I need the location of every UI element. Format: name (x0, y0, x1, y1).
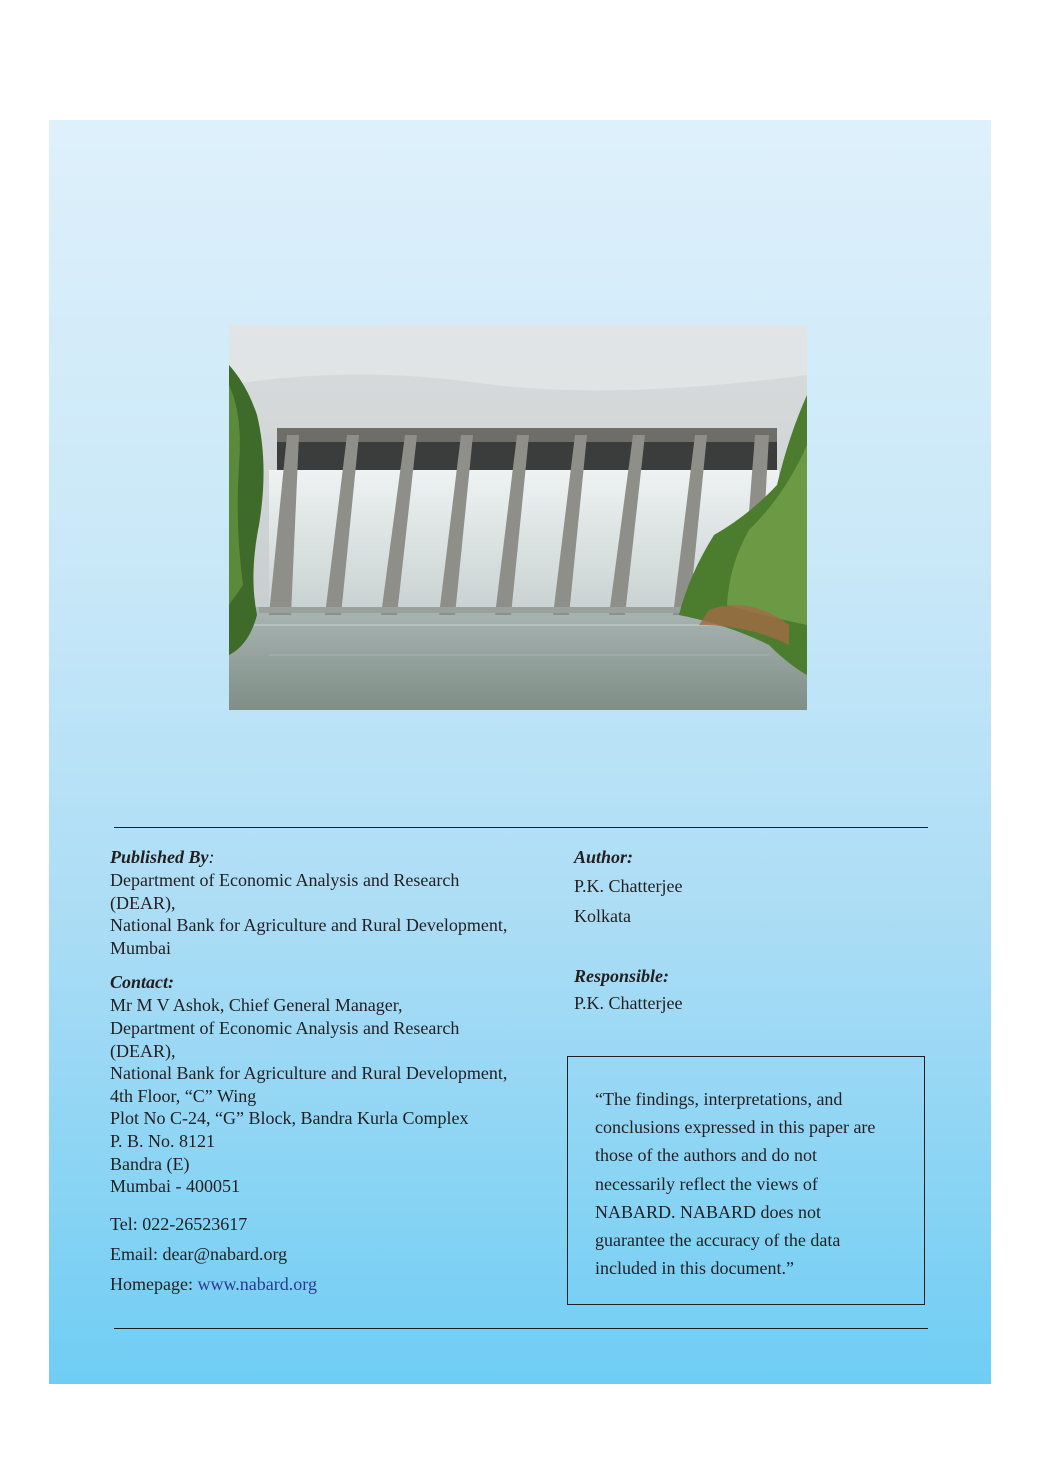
published-by-heading: Published By: (110, 847, 215, 867)
homepage-label: Homepage: (110, 1273, 198, 1294)
disclaimer-line: necessarily reflect the views of (595, 1173, 818, 1194)
disclaimer-line: “The findings, interpretations, and (595, 1089, 843, 1109)
publisher-line: Mumbai (110, 937, 171, 958)
publisher-contact-column (110, 846, 555, 1299)
author-place: Kolkata (574, 906, 631, 926)
publisher-line: (DEAR), (110, 892, 176, 913)
disclaimer-line: those of the authors and do not (595, 1145, 817, 1166)
author-column (574, 846, 934, 1018)
publisher-line: National Bank for Agriculture and Rural Development, (110, 915, 508, 936)
email: Email: dear@nabard.org (110, 1243, 288, 1264)
contact-line: Mumbai - 400051 (110, 1176, 240, 1197)
top-divider (114, 827, 928, 828)
contact-line: Plot No C-24, “G” Block, Bandra Kurla Complex (110, 1108, 469, 1129)
contact-line: Department of Economic Analysis and Research (110, 1017, 460, 1038)
contact-line: (DEAR), (110, 1040, 176, 1061)
disclaimer-box (567, 1056, 925, 1305)
disclaimer-line: NABARD. NABARD does not (595, 1201, 822, 1222)
author-name: P.K. Chatterjee (574, 876, 683, 896)
telephone: Tel: 022-26523617 (110, 1213, 248, 1234)
disclaimer-line: included in this document.” (595, 1258, 794, 1279)
publisher-line: Department of Economic Analysis and Research (110, 870, 460, 890)
homepage (110, 1269, 555, 1299)
contact-line: Mr M V Ashok, Chief General Manager, (110, 995, 403, 1016)
contact-line: 4th Floor, “C” Wing (110, 1085, 257, 1106)
homepage-link[interactable]: www.nabard.org (197, 1273, 317, 1294)
responsible-heading: Responsible: (574, 966, 670, 986)
contact-line: National Bank for Agriculture and Rural Development, (110, 1063, 508, 1084)
author-heading: Author: (574, 847, 634, 867)
contact-heading: Contact: (110, 972, 175, 993)
contact-line: Bandra (E) (110, 1153, 190, 1174)
dam-spillway-photo (229, 325, 807, 710)
responsible-name: P.K. Chatterjee (574, 993, 683, 1013)
disclaimer-line: guarantee the accuracy of the data (595, 1230, 841, 1251)
disclaimer-line: conclusions expressed in this paper are (595, 1117, 876, 1138)
contact-line: P. B. No. 8121 (110, 1130, 216, 1151)
bottom-divider (114, 1328, 928, 1329)
